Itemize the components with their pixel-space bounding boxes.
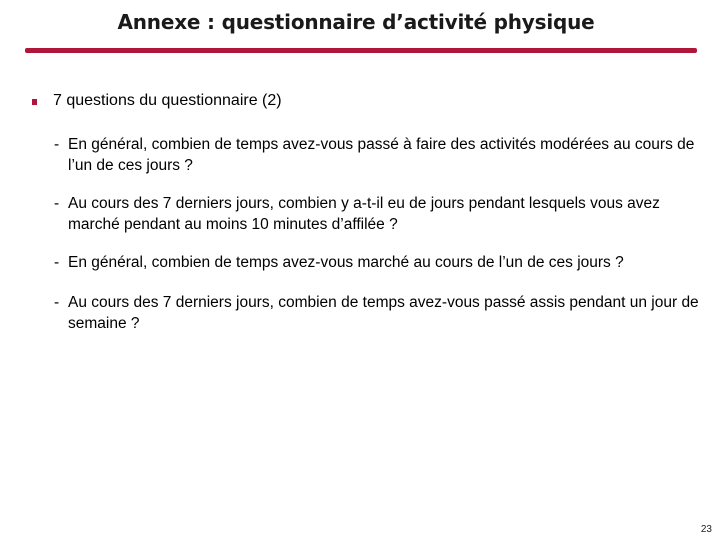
question-item	[54, 134, 704, 176]
question-text: Au cours des 7 derniers jours, combien y a-t-il eu de jours pendant lesquels vous avez marché pendant au moins 10 minutes d’affilée ?	[68, 195, 660, 233]
square-bullet-icon	[32, 99, 37, 105]
dash-bullet-icon: -	[54, 136, 60, 153]
question-item	[54, 252, 704, 273]
question-text: En général, combien de temps avez-vous marché au cours de l’un de ces jours ?	[68, 254, 624, 271]
question-item	[54, 193, 704, 235]
page-number: 23	[700, 524, 712, 535]
section-bullet	[32, 92, 282, 110]
question-list	[54, 134, 704, 351]
question-item	[54, 292, 704, 334]
title-divider	[25, 48, 697, 53]
dash-bullet-icon: -	[54, 195, 60, 212]
question-text: Au cours des 7 derniers jours, combien de temps avez-vous passé assis pendant un jour de semaine ?	[68, 294, 699, 332]
dash-bullet-icon: -	[54, 254, 60, 271]
question-text: En général, combien de temps avez-vous passé à faire des activités modérées au cours de l’un de ces jours ?	[68, 136, 695, 174]
dash-bullet-icon: -	[54, 294, 60, 311]
section-heading: 7 questions du questionnaire (2)	[53, 92, 282, 109]
slide-title: Annexe : questionnaire d’activité physique	[117, 10, 595, 34]
